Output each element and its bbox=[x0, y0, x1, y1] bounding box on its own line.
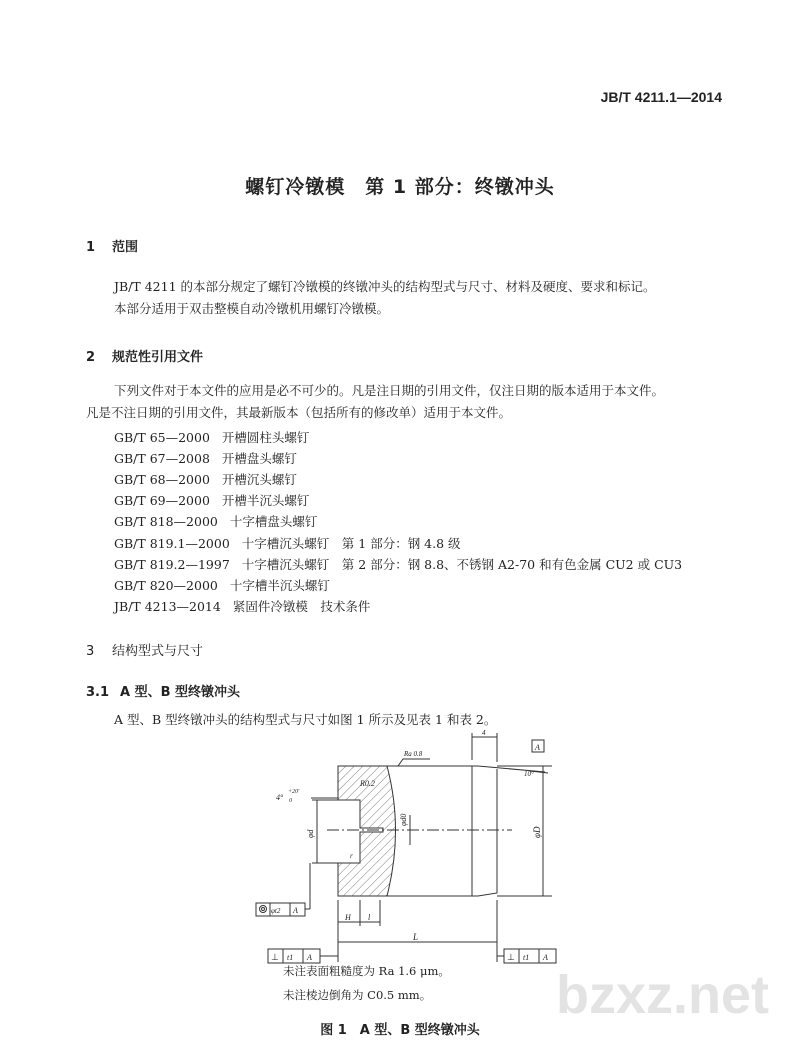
page-title: 螺钉冷镦模 第 1 部分：终镦冲头 bbox=[245, 176, 555, 198]
reference-item: GB/T 819.2—1997 十字槽沉头螺钉 第 2 部分：钢 8.8、不锈钢 A2-70 和有色金属 CU2 或 CU3 bbox=[114, 557, 683, 572]
datum-ref: A bbox=[307, 953, 312, 962]
datum-label: A bbox=[535, 743, 540, 752]
reference-item: GB/T 818—2000 十字槽盘头螺钉 bbox=[114, 514, 318, 529]
tolerance-upper: +20′ bbox=[288, 789, 300, 795]
figure-caption: 图 1 A 型、B 型终镦冲头 bbox=[320, 1023, 480, 1038]
datum-ref: A bbox=[293, 906, 298, 915]
reference-item: GB/T 69—2000 开槽半沉头螺钉 bbox=[114, 493, 310, 508]
standard-number: JB/T 4211.1—2014 bbox=[600, 89, 722, 105]
radius-label: R0.2 bbox=[360, 779, 375, 788]
angle-label: 4° bbox=[276, 793, 284, 802]
reference-item: GB/T 820—2000 十字槽半沉头螺钉 bbox=[114, 578, 330, 593]
paragraph: 下列文件对于本文件的应用是必不可少的。凡是注日期的引用文件，仅注日期的版本适用于本文件。 bbox=[114, 383, 665, 398]
d0-label: φd0 bbox=[399, 813, 408, 826]
figure-note: 未注表面粗糙度为 Ra 1.6 μm。 bbox=[283, 964, 450, 978]
paragraph: 本部分适用于双击整模自动冷镦机用螺钉冷镦模。 bbox=[114, 301, 390, 316]
reference-item: JB/T 4213—2014 紧固件冷镦模 技术条件 bbox=[114, 599, 371, 614]
r-label: r bbox=[350, 852, 353, 860]
section-1-heading: 1 范围 bbox=[86, 240, 139, 255]
l-label: l bbox=[368, 913, 371, 922]
reference-item: GB/T 819.1—2000 十字槽沉头螺钉 第 1 部分：钢 4.8 级 bbox=[114, 536, 461, 551]
tolerance-lower: 0 bbox=[289, 798, 292, 804]
perpendicularity-tolerance: t1 bbox=[523, 953, 530, 962]
coaxiality-tolerance: φt2 bbox=[271, 907, 281, 915]
H-label: H bbox=[345, 913, 351, 922]
section-2-heading: 2 规范性引用文件 bbox=[86, 350, 204, 365]
L-label: L bbox=[413, 932, 419, 942]
watermark: bzxz.net bbox=[556, 965, 770, 1025]
section-3-heading: 3 结构型式与尺寸 bbox=[86, 644, 204, 659]
D-label: φD bbox=[532, 826, 542, 838]
datum-ref: A bbox=[543, 953, 548, 962]
figure-note: 未注棱边倒角为 C0.5 mm。 bbox=[283, 988, 432, 1002]
reference-item: GB/T 65—2000 开槽圆柱头螺钉 bbox=[114, 430, 310, 445]
reference-item: GB/T 67—2008 开槽盘头螺钉 bbox=[114, 451, 297, 466]
perpendicularity-icon: ⊥ bbox=[507, 952, 515, 962]
reference-item: GB/T 68—2000 开槽沉头螺钉 bbox=[114, 472, 297, 487]
roughness-label: Ra 0.8 bbox=[404, 750, 423, 758]
section-3-1-heading: 3.1 A 型、B 型终镦冲头 bbox=[86, 685, 241, 700]
paragraph: 凡是不注日期的引用文件，其最新版本（包括所有的修改单）适用于本文件。 bbox=[86, 405, 512, 420]
perpendicularity-tolerance: t1 bbox=[287, 953, 294, 962]
perpendicularity-icon: ⊥ bbox=[271, 952, 279, 962]
d-label: φd bbox=[306, 829, 315, 838]
chamfer-length-label: 4 bbox=[482, 729, 486, 737]
paragraph: JB/T 4211 的本部分规定了螺钉冷镦模的终镦冲头的结构型式与尺寸、材料及硬度、要求和标记。 bbox=[114, 279, 656, 294]
paragraph: A 型、B 型终镦冲头的结构型式与尺寸如图 1 所示及见表 1 和表 2。 bbox=[114, 712, 497, 727]
taper-angle-label: 10° bbox=[524, 770, 534, 778]
